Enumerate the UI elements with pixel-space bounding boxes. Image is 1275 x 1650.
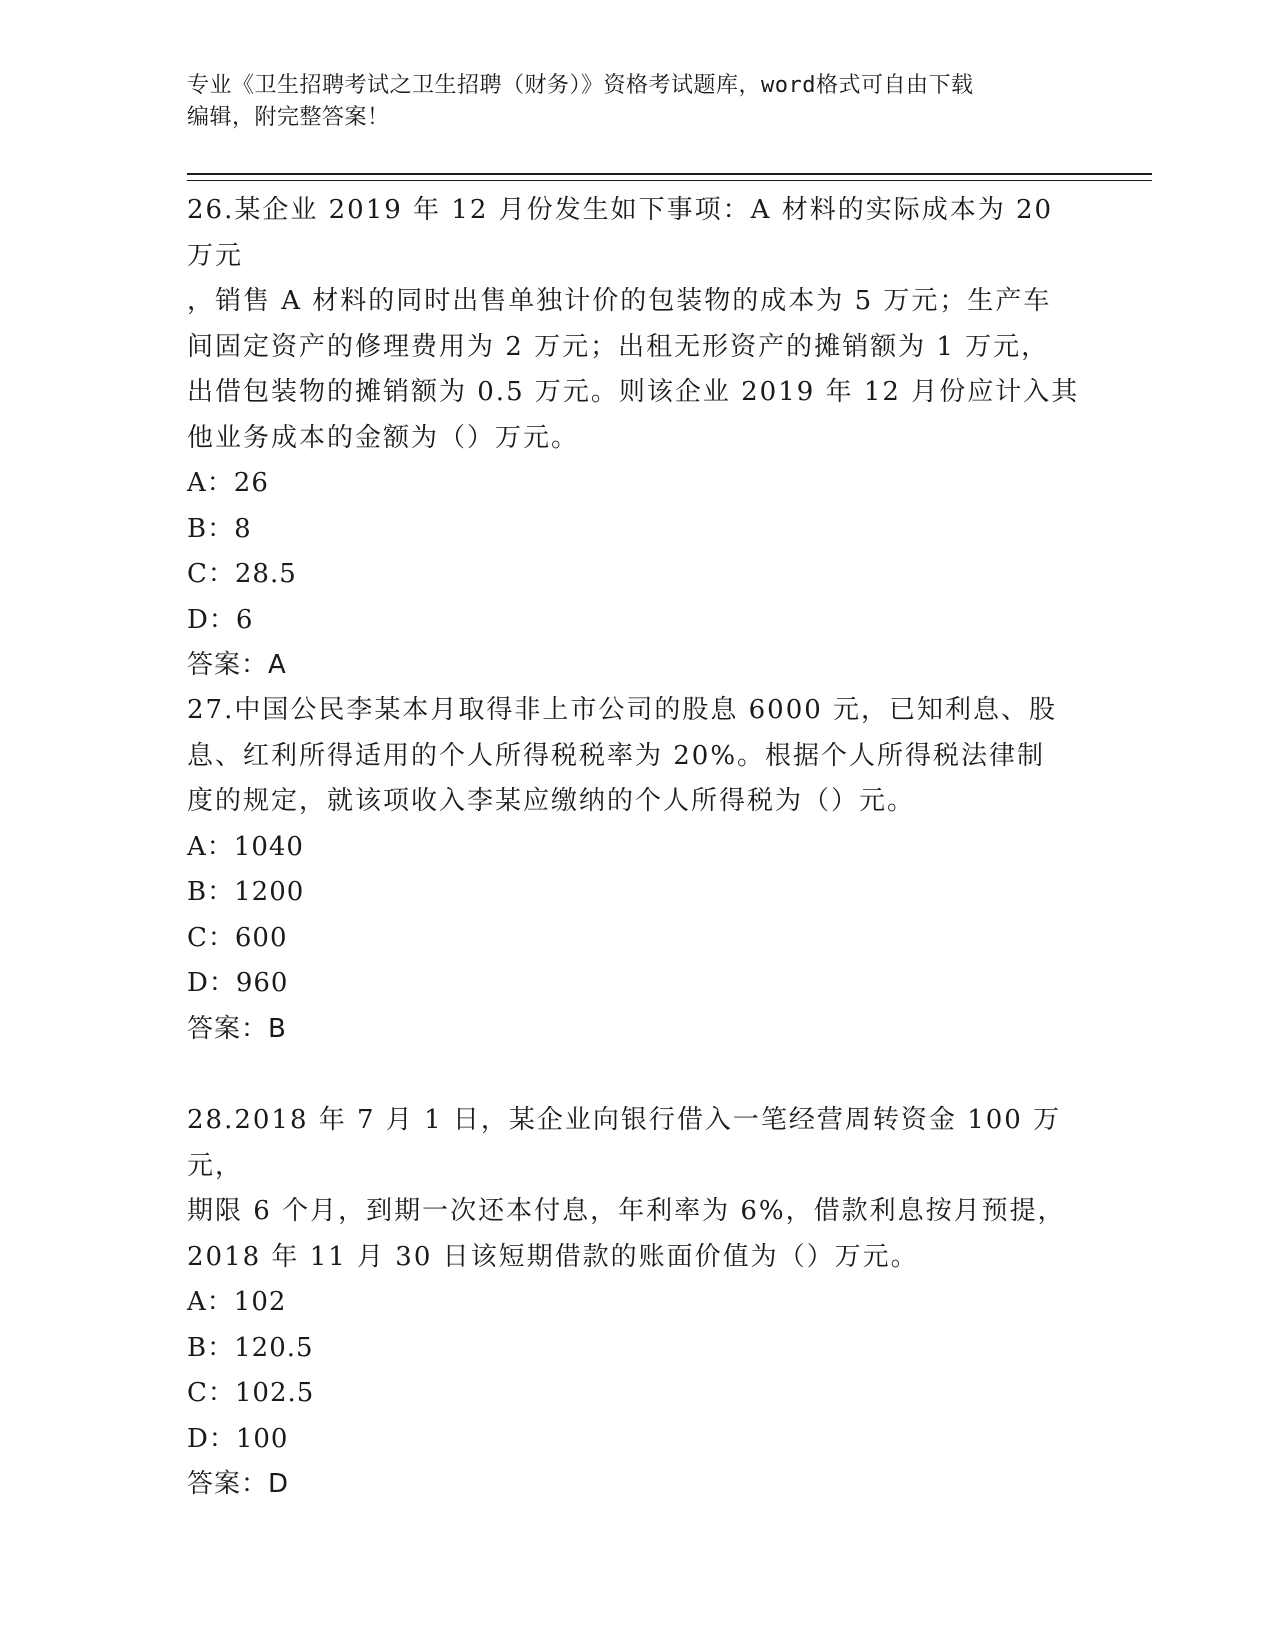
question-stem-line: 27.中国公民李某本月取得非上市公司的股息 6000 元，已知利息、股 xyxy=(187,695,1058,725)
question-stem-line: 期限 6 个月，到期一次还本付息，年利率为 6%，借款利息按月预提， xyxy=(187,1196,1066,1226)
option-d: D：960 xyxy=(187,968,289,998)
header-line-1: 专业《卫生招聘考试之卫生招聘（财务）》资格考试题库，word格式可自由下载 xyxy=(187,73,974,98)
question-stem-line: 26.某企业 2019 年 12 月份发生如下事项：A 材料的实际成本为 20 万元 xyxy=(187,195,1054,271)
question-stem-line: 他业务成本的金额为（）万元。 xyxy=(187,422,580,453)
option-d: D：6 xyxy=(187,604,254,635)
question-stem-line: 度的规定，就该项收入李某应缴纳的个人所得税为（）元。 xyxy=(187,786,916,816)
answer: 答案：A xyxy=(187,650,287,680)
option-a: A：26 xyxy=(187,468,269,498)
document-header xyxy=(187,70,1087,134)
question-28 xyxy=(187,1098,1087,1508)
header-rule-thin xyxy=(187,180,1152,181)
option-b: B：1200 xyxy=(187,877,305,907)
header-line-2: 编辑，附完整答案！ xyxy=(187,105,390,130)
option-c: C：102.5 xyxy=(187,1378,315,1408)
option-c: C：28.5 xyxy=(187,559,297,589)
option-a: A：102 xyxy=(187,1287,287,1317)
question-stem-line: 间固定资产的修理费用为 2 万元；出租无形资产的摊销额为 1 万元， xyxy=(187,331,1050,362)
option-b: B：8 xyxy=(187,513,252,544)
question-27 xyxy=(187,688,1087,1052)
option-c: C：600 xyxy=(187,922,288,953)
option-b: B：120.5 xyxy=(187,1332,314,1363)
header-rule-thick xyxy=(187,173,1152,175)
question-stem-line: ，销售 A 材料的同时出售单独计价的包装物的成本为 5 万元；生产车 xyxy=(187,286,1052,316)
option-d: D：100 xyxy=(187,1423,289,1454)
question-stem-line: 2018 年 11 月 30 日该短期借款的账面价值为（）万元。 xyxy=(187,1241,919,1272)
question-stem-line: 息、红利所得适用的个人所得税税率为 20%。根据个人所得税法律制 xyxy=(187,740,1046,771)
answer: 答案：D xyxy=(187,1469,290,1499)
question-26 xyxy=(187,188,1087,689)
option-a: A：1040 xyxy=(187,831,304,862)
question-stem-line: 28.2018 年 7 月 1 日，某企业向银行借入一笔经营周转资金 100 万元， xyxy=(187,1105,1062,1181)
question-stem-line: 出借包装物的摊销额为 0.5 万元。则该企业 2019 年 12 月份应计入其 xyxy=(187,377,1080,407)
answer: 答案：B xyxy=(187,1013,287,1044)
